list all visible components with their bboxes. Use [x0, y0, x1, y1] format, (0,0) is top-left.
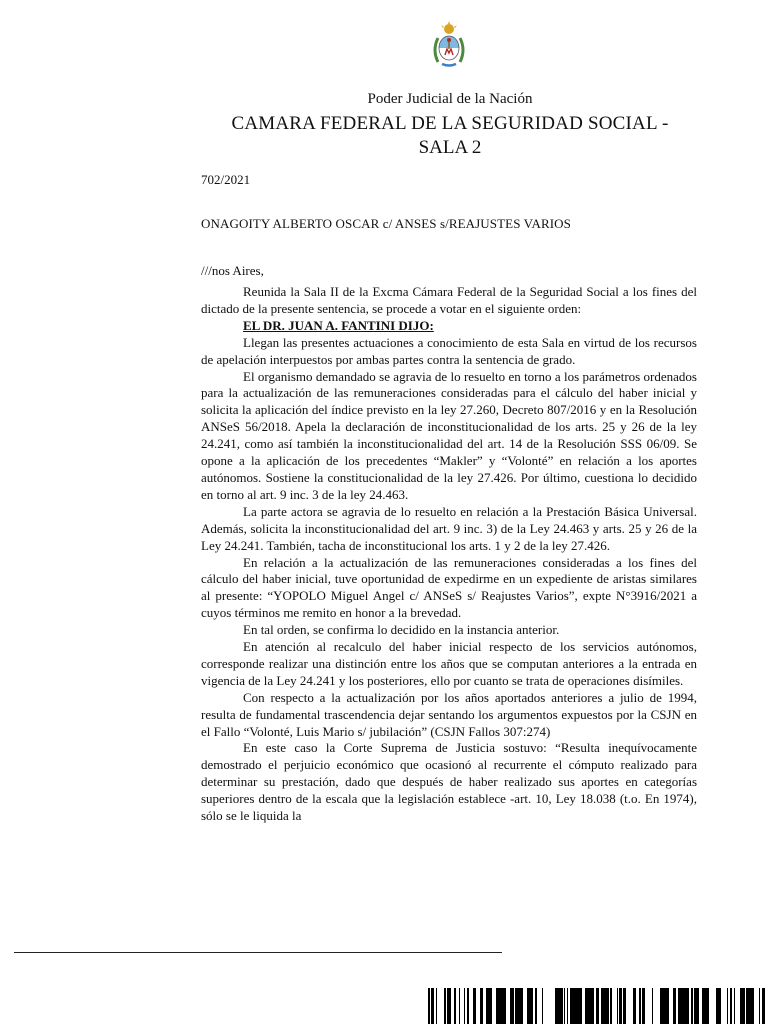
barcode-icon [428, 988, 768, 1024]
case-title: ONAGOITY ALBERTO OSCAR c/ ANSES s/REAJUSTES VARIOS [201, 216, 571, 231]
paragraph: Llegan las presentes actuaciones a conocimiento de esta Sala en virtud de los recursos de apelación interpuestos por ambas partes contra la sentencia de grado. [201, 334, 697, 367]
paragraph-intro: Reunida la Sala II de la Excma Cámara Federal de la Seguridad Social a los fines del dictado de la presente sentencia, se procede a votar en el siguiente orden: [201, 284, 697, 316]
institution-name: Poder Judicial de la Nación [367, 91, 533, 107]
opening-line: ///nos Aires, [201, 263, 264, 278]
paragraph: En relación a la actualización de las remuneraciones consideradas a los fines del cálculo del haber inicial, tuve oportunidad de expedirme en un expediente de aristas similares al presente: “YOPOLO Miguel Angel c/ ANSeS s/ Reajustes Varios”, expte N°3916/2021 a cuyos términos me remito en honor a la brevedad. [201, 554, 697, 621]
argentine-coat-of-arms-icon [428, 20, 470, 68]
court-name: CAMARA FEDERAL DE LA SEGURIDAD SOCIAL - [231, 113, 669, 134]
paragraph: El organismo demandado se agravia de lo resuelto en torno a los parámetros ordenados para la actualización de las remuneraciones consideradas para el cálculo del haber inicial y solicita la aplicación del índice previsto en la ley 27.260, Decreto 807/2016 y en la Resolución ANSeS 56/2018. Apela la declaración de inconstitucionalidad de los arts. 25 y 26 de la ley 24.241, como así también la inconstitucionalidad del art. 14 de la Resolución SSS 06/09. Se opone a la aplicación de los precedentes “Makler” y “Volonté” en relación a los aportes autónomos. Sostiene la constitucionalidad de la ley 27.426. Por último, cuestiona lo decidido en torno al art. 9 inc. 3 de la ley 24.463. [201, 368, 697, 502]
judge-heading: EL DR. JUAN A. FANTINI DIJO: [243, 317, 434, 333]
footnote-divider [14, 952, 502, 953]
paragraph: La parte actora se agravia de lo resuelto en relación a la Prestación Básica Universal. Además, solicita la inconstitucionalidad del art. 9 inc. 3) de la Ley 24.463 y arts. 25 y 26 de la Ley 24.241. También, tacha de inconstitucional los arts. 1 y 2 de la ley 27.426. [201, 503, 697, 553]
sentence-body [201, 284, 697, 825]
paragraph: Con respecto a la actualización por los años aportados anteriores a julio de 1994, resulta de fundamental trascendencia dejar sentando los argumentos expuestos por la CSJN en el Fallo “Volonté, Luis Mario s/ jubilación” (CSJN Fallos 307:274) [201, 689, 697, 739]
paragraph: En atención al recalculo del haber inicial respecto de los servicios autónomos, corresponde realizar una distinción entre los años que se computan anteriores a la entrada en vigencia de la Ley 24.241 y los posteriores, ello por cuanto se trata de operaciones disímiles. [201, 639, 697, 688]
case-number: 702/2021 [201, 172, 251, 187]
court-chamber: SALA 2 [418, 137, 482, 158]
paragraph: En tal orden, se confirma lo decidido en la instancia anterior. [243, 622, 560, 638]
paragraph: En este caso la Corte Suprema de Justicia sostuvo: “Resulta inequívocamente demostrado el perjuicio económico que ocasionó al recurrente el cómputo realizado para determinar su prestación, dado que después de haber realizado sus aportes en categorías superiores dentro de la escala que la legislación establece -art. 10, Ley 18.038 (t.o. En 1974), sólo se le liquida la [201, 740, 697, 824]
